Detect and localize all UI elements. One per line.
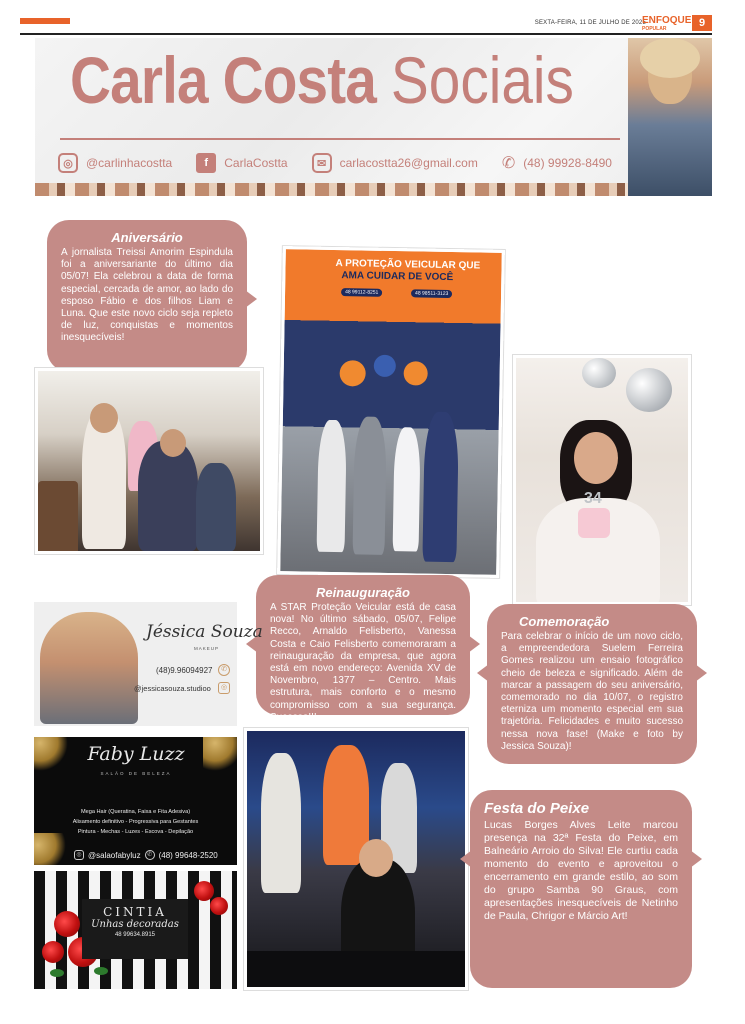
store-phone-2: 48 98511-3123	[411, 289, 452, 298]
reinauguracao-bubble	[256, 575, 470, 723]
ad-cintia-phone: 48 99634.8915	[114, 932, 156, 938]
gold-decor	[203, 737, 237, 771]
header-accent-bar	[20, 18, 70, 24]
ad-jessica-souza	[34, 602, 263, 726]
comemoracao-text: Para celebrar o início de um novo ciclo, a empreendedora Suelem Ferreira Gomes realizou um ensaio fotográfico cheio de beleza e significado. Além de marcar a passagem do seu aniversário, comemorado no dia 10/07, o registro eterniza um momento especial em sua trajetória. Felicidades e muito sucesso nessa nova fase! (Make e foto by Jessica Souza)!	[501, 631, 683, 752]
festa-photo	[244, 728, 468, 990]
family-photo	[35, 368, 263, 554]
store-banner-line2: AMA CUIDAR DE VOCÊ	[341, 270, 454, 284]
ad-faby-luzz	[34, 737, 237, 865]
email-icon: ✉	[312, 153, 332, 173]
aniversario-title: Aniversário	[111, 230, 183, 245]
ad-jessica-instagram: @jessicasouza.studioo	[134, 684, 211, 693]
ad-jessica-portrait	[40, 612, 138, 724]
reinauguracao-text: A STAR Proteção Veicular está de casa nova! No último sábado, 05/07, Felipe Recco, Arnaldo Felisberto, Vanessa Costa e Caio Felisberto comemoraram a reinauguração da empresa, que agora está em novo endereço: Avenida XV de Novembro, 1377 – Centro. Mais estrutura, mais conforto e o mesmo compromisso com a sua segurança. Sucesso!!!	[270, 602, 456, 723]
store-phone-1: 48 99112-8251	[341, 288, 382, 297]
ad-jessica-name: Jéssica Souza	[146, 622, 263, 642]
rose-decor	[42, 941, 64, 963]
ad-faby-line1: Mega Hair (Queratina, Faixa e Fita Adesiva)	[80, 809, 191, 815]
ad-faby-line2: Alisamento definitivo - Progressiva para Gestantes	[72, 819, 199, 825]
ad-faby-contacts	[74, 850, 218, 860]
gold-decor	[34, 833, 66, 865]
brand-name: ENFOQUE	[642, 15, 692, 26]
rose-decor	[194, 881, 214, 901]
issue-date: SEXTA-FEIRA, 11 DE JULHO DE 2025	[534, 20, 646, 26]
comemoracao-title: Comemoração	[519, 614, 610, 629]
aniversario-bubble	[47, 220, 247, 372]
instagram-icon: ◎	[218, 682, 230, 694]
phone-number[interactable]: (48) 99928-8490	[523, 156, 612, 170]
instagram-icon: ◎	[74, 850, 84, 860]
masthead-pattern-strip	[35, 183, 712, 196]
column-title	[70, 42, 574, 118]
store-banner-line1: A PROTEÇÃO VEICULAR QUE	[335, 258, 481, 272]
column-title-thin: Sociais	[390, 43, 574, 117]
phone-icon: ✆	[501, 155, 516, 172]
ad-faby-instagram: @salaofabyluz	[88, 850, 141, 860]
ad-cintia-name: CINTIA	[103, 905, 167, 919]
page-number: 9	[692, 15, 712, 31]
ad-cintia	[34, 871, 237, 989]
cake-number: 34	[584, 490, 602, 507]
instagram-icon: ◎	[58, 153, 78, 173]
social-row	[58, 150, 612, 176]
header-rule	[20, 33, 712, 35]
ad-cintia-box	[82, 899, 188, 959]
ad-faby-line3: Pintura - Mechas - Luzes - Escova - Depilação	[77, 829, 194, 835]
reinauguracao-title: Reinauguração	[316, 585, 410, 600]
comemoracao-bubble	[487, 604, 697, 764]
ad-faby-name: Faby Luzz	[87, 743, 185, 765]
masthead-rule	[60, 138, 620, 140]
column-title-bold: Carla Costa	[70, 43, 376, 117]
whatsapp-icon: ✆	[145, 850, 155, 860]
festa-title: Festa do Peixe	[484, 800, 590, 817]
leaf-decor	[50, 969, 64, 977]
birthday-photo	[513, 355, 691, 605]
whatsapp-icon: ✆	[218, 664, 230, 676]
store-photo	[277, 246, 505, 578]
instagram-handle[interactable]: @carlinhacostta	[86, 156, 173, 170]
gold-decor	[34, 737, 68, 771]
columnist-photo	[628, 38, 712, 196]
ad-jessica-sub: MAKEUP	[194, 646, 220, 651]
rose-decor	[54, 911, 80, 937]
email-address[interactable]: carlacostta26@gmail.com	[339, 156, 478, 170]
facebook-icon: f	[196, 153, 216, 173]
aniversario-text: A jornalista Treissi Amorim Espindula foi a aniversariante do último dia 05/07! Ela celebrou a data de forma especial, cercada de amor, ao lado do esposo Fábio e dos filhos Liam e Luna. Que este novo ciclo seja repleto de luz, conquistas e momentos inesquecíveis!	[61, 247, 233, 344]
ad-cintia-sub: Unhas decoradas	[91, 919, 179, 930]
ad-jessica-phone: (48)9.96094927	[156, 666, 213, 675]
ad-faby-sub: SALÃO DE BELEZA	[100, 771, 172, 776]
festa-bubble	[470, 790, 692, 988]
facebook-handle[interactable]: CarlaCostta	[224, 156, 288, 170]
rose-decor	[210, 897, 228, 915]
brand-sub: POPULAR	[642, 26, 667, 32]
festa-text: Lucas Borges Alves Leite marcou presença na 32ª Festa do Peixe, em Balneário Arroio do Silva! Ele curtiu cada momento do evento e aproveitou o encerramento em grande estilo, ao som do grupo Samba 90 Graus, com apresentações inesquecíveis de Netinho de Paula, Chrigor e Márcio Art!	[484, 819, 678, 923]
leaf-decor	[94, 967, 108, 975]
ad-faby-phone: (48) 99648-2520	[158, 850, 218, 860]
